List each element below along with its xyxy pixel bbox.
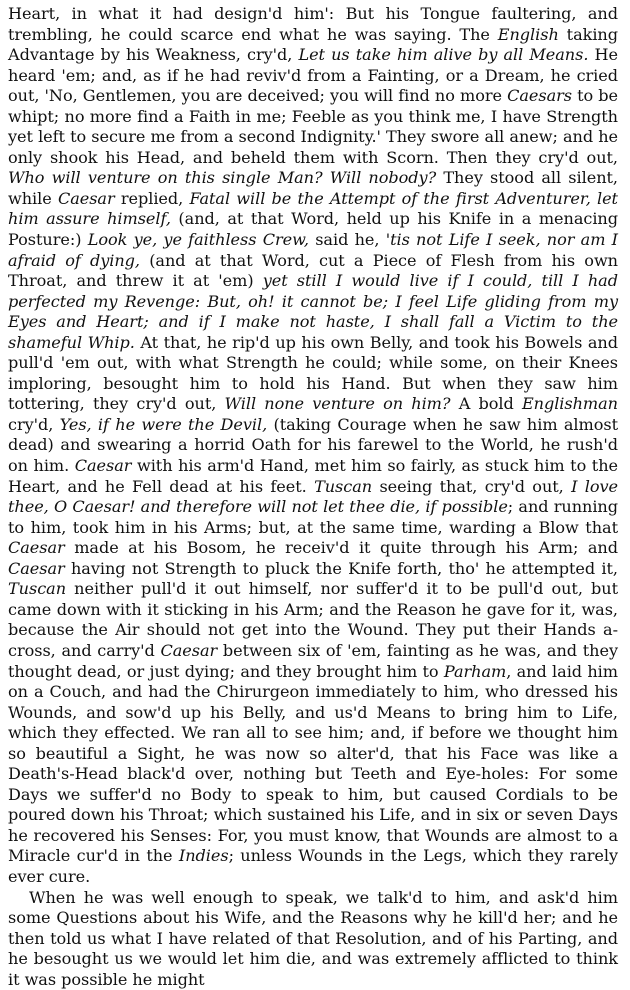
- text-run: (and, at that Word, held up his Knife in a menacing Posture:): [8, 209, 619, 250]
- italic-text-run: English: [497, 24, 559, 44]
- italic-text-run: yet still I would live if I could, till I had perfected my Revenge: But, oh! it cannot be; I feel Life gliding from my Eyes and Heart; and if I make not haste, I shall fall a Victim to the shameful Whip.: [8, 271, 618, 352]
- italic-text-run: Let us take him alive by all Means.: [298, 45, 589, 65]
- text-run: having not Strength to pluck the Knife forth, tho' he attempted it,: [64, 558, 618, 578]
- text-run: At that, he rip'd up his own Belly, and took his Bowels and pull'd 'em out, with what Strength he could; while some, on their Knees imploring, besought him to hold his Hand. But when they saw him tottering, they cry'd out,: [8, 332, 618, 414]
- text-run: to be whipt; no more find a Faith in me; Feeble as you think me, I have Strength yet left to secure me from a second Indignity.' They swore all anew; and he only shook his Head, and beheld them with Scorn. Then they cry'd out,: [8, 86, 618, 167]
- italic-text-run: Caesar: [57, 188, 115, 208]
- italic-text-run: Will none venture on him?: [224, 394, 451, 414]
- italic-text-run: Fatal will be the Attempt of the first Adventurer, let him assure himself,: [8, 188, 618, 229]
- text-run: neither pull'd it out himself, nor suffer'd it to be pull'd out, but came down with it sticking in his Arm; and the Reason he gave for it, was, because the Air should not get into the Wound. They put their Hands a-cross, and carry'd: [8, 579, 618, 660]
- italic-text-run: Caesar: [8, 558, 65, 578]
- text-run: , and laid him on a Couch, and had the Chirurgeon immediately to him, who dressed his Wounds, and sow'd up his Belly, and us'd Means to bring him to Life, which they effected. We ran all to see him; and, if before we thought him so beautiful a Sight, he was now so alter'd, that his Face was like a Death's-Head black'd over, nothing but Teeth and Eye-holes: For some Days we suffer'd no Body to speak to him, but caused Cordials to be poured down his Throat; which sustained his Life, and in six or seven Days he recovered his Senses: For, you must know, that Wounds are almost to a Miracle cur'd in the: [8, 661, 618, 866]
- italic-text-run: Tuscan: [314, 476, 373, 496]
- text-run: between six of 'em, fainting as he was, and they thought dead, or just dying; and they brought him to: [8, 640, 618, 681]
- body-paragraph-2: [8, 888, 618, 990]
- italic-text-run: Caesar: [74, 456, 132, 476]
- text-run: cry'd,: [8, 414, 60, 434]
- text-run: When he was well enough to speak, we talk'd to him, and ask'd him some Questions about his Wife, and the Reasons why he kill'd her; and he then told us what I have related of that Resolution, and of his Parting, and he besought us we would let him die, and was extremely afflicted to think it was possible he might: [8, 887, 618, 989]
- italic-text-run: Who will venture on this single Man? Will nobody?: [8, 168, 437, 188]
- text-run: taking Advantage by his Weakness, cry'd,: [8, 24, 618, 65]
- text-run: seeing that, cry'd out,: [372, 476, 572, 496]
- text-run: (and at that Word, cut a Piece of Flesh from his own Throat, and threw it at 'em): [8, 250, 618, 291]
- italic-text-run: Parham: [443, 661, 507, 681]
- italic-text-run: Caesar: [160, 640, 218, 660]
- italic-text-run: Caesar: [8, 538, 65, 558]
- text-run: ; unless Wounds in the Legs, which they rarely ever cure.: [8, 846, 619, 886]
- text-run: made at his Bosom, he receiv'd it quite through his Arm; and: [64, 538, 618, 558]
- italic-text-run: I love thee, O Caesar! and therefore will not let thee die, if possible: [8, 476, 618, 517]
- text-run: He heard 'em; and, as if he had reviv'd from a Fainting, or a Dream, he cried out, 'No, Gentlemen, you are deceived; you will find no more: [8, 45, 618, 106]
- italic-text-run: Englishman: [521, 394, 618, 414]
- italic-text-run: Caesars: [507, 86, 572, 106]
- text-run: A bold: [450, 394, 522, 414]
- body-paragraph-1: [8, 4, 618, 888]
- italic-text-run: 'tis not Life I seek, nor am I afraid of dying,: [8, 230, 618, 270]
- text-run: (taking Courage when he saw him almost dead) and swearing a horrid Oath for his farewel to the World, he rush'd on him.: [8, 414, 618, 476]
- text-run: They stood all silent, while: [8, 168, 618, 208]
- text-run: ; and running to him, took him in his Arms; but, at the same time, warding a Blow that: [8, 497, 618, 537]
- italic-text-run: Tuscan: [8, 579, 67, 599]
- italic-text-run: Yes, if he were the Devil,: [59, 414, 268, 434]
- text-run: replied,: [114, 188, 190, 208]
- italic-text-run: Look ye, ye faithless Crew,: [87, 230, 309, 250]
- text-run: said he,: [308, 230, 386, 250]
- text-run: with his arm'd Hand, met him so fairly, as stuck him to the Heart, and he Fell dead at his feet.: [8, 456, 618, 496]
- text-run: Heart, in what it had design'd him': But his Tongue faultering, and trembling, he could scarce end what he was saying. The: [8, 4, 618, 44]
- italic-text-run: Indies: [178, 846, 229, 866]
